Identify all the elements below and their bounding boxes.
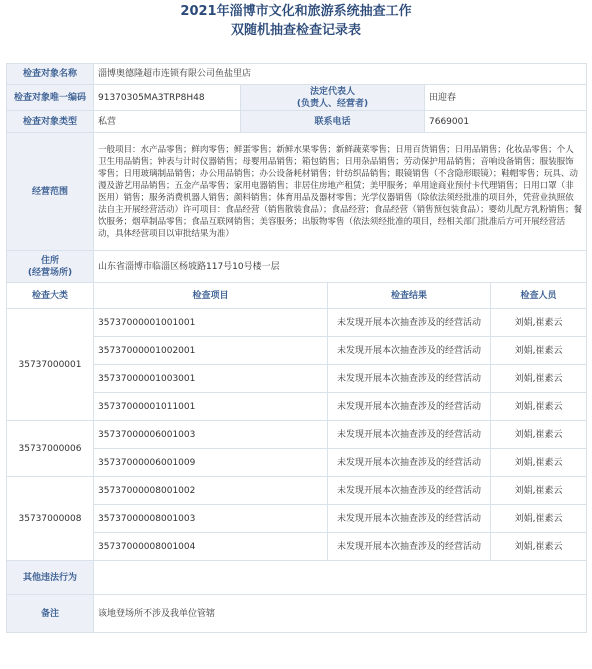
check-inspector: 刘娟,崔素云	[491, 365, 587, 393]
row-scope	[7, 133, 587, 251]
check-result: 未发现开展本次抽查涉及的经营活动	[328, 533, 491, 561]
check-inspector: 刘娟,崔素云	[491, 477, 587, 505]
check-inspector: 刘娟,崔素云	[491, 309, 587, 337]
check-result: 未发现开展本次抽查涉及的经营活动	[328, 309, 491, 337]
check-result: 未发现开展本次抽查涉及的经营活动	[328, 337, 491, 365]
header-category: 检查大类	[7, 283, 94, 309]
check-item: 35737000008001003	[94, 505, 328, 533]
check-category: 35737000001	[7, 309, 94, 421]
phone-label: 联系电话	[241, 111, 425, 133]
row-type	[7, 111, 587, 133]
header-result: 检查结果	[328, 283, 491, 309]
check-row	[7, 337, 587, 365]
check-item: 35737000008001002	[94, 477, 328, 505]
address-value: 山东省淄博市临淄区杨坡路117号10号楼一层	[94, 251, 587, 283]
check-inspector: 刘娟,崔素云	[491, 533, 587, 561]
remark-label: 备注	[7, 595, 94, 633]
uid-label: 检查对象唯一编码	[7, 85, 94, 111]
check-row	[7, 421, 587, 449]
check-row	[7, 477, 587, 505]
check-row	[7, 365, 587, 393]
check-item: 35737000001003001	[94, 365, 328, 393]
check-result: 未发现开展本次抽查涉及的经营活动	[328, 393, 491, 421]
check-item: 35737000006001003	[94, 421, 328, 449]
title-line-2: 双随机抽查检查记录表	[230, 23, 361, 38]
remark-value: 该地登场所不涉及我单位管辖	[94, 595, 587, 633]
row-uid	[7, 85, 587, 111]
check-item: 35737000001011001	[94, 393, 328, 421]
check-category: 35737000006	[7, 421, 94, 477]
check-row	[7, 309, 587, 337]
row-address	[7, 251, 587, 283]
header-inspector: 检查人员	[491, 283, 587, 309]
title-line-1: 2021年淄博市文化和旅游系统抽查工作	[180, 4, 412, 19]
scope-value: 一般项目：水产品零售；鲜肉零售；鲜蛋零售；新鲜水果零售；新鲜蔬菜零售；日用百货销售；日用品销售；化妆品零售；个人卫生用品销售；钟表与计时仪器销售；母婴用品销售；箱包销售；日用杂品销售；劳动保护用品销售；音响设备销售；服装服饰零售；日用玻璃制品销售；办公用品销售；办公设备耗材销售；针纺织品销售；眼镜销售（不含隐形眼镜）；鞋帽零售；玩具、动漫及游艺用品销售；五金产品零售；家用电器销售；非居住房地产租赁；美甲服务；单用途商业预付卡代理销售；日用口罩（非医用）销售；服务消费机器人销售；颜料销售；体育用品及器材零售；光学仪器销售（除依法须经批准的项目外，凭营业执照依法自主开展经营活动）许可项目：食品经营（销售散装食品）；食品经营；食品经营（销售预包装食品）；婴幼儿配方乳粉销售；餐饮服务；烟草制品零售；食品互联网销售；美容服务；出版物零售（依法须经批准的项目，经相关部门批准后方可开展经营活动，具体经营项目以审批结果为准）	[94, 133, 587, 251]
legal-rep-label-line2: (负责人、经营者)	[296, 98, 369, 109]
other-violations-label: 其他违法行为	[7, 561, 94, 595]
check-item: 35737000001002001	[94, 337, 328, 365]
address-label-line1: 住所	[40, 255, 59, 266]
legal-rep-value: 田迎春	[425, 85, 587, 111]
object-name-label: 检查对象名称	[7, 64, 94, 85]
check-inspector: 刘娟,崔素云	[491, 505, 587, 533]
check-item: 35737000008001004	[94, 533, 328, 561]
check-item: 35737000006001009	[94, 449, 328, 477]
phone-value: 7669001	[425, 111, 587, 133]
check-row	[7, 393, 587, 421]
check-item: 35737000001001001	[94, 309, 328, 337]
check-result: 未发现开展本次抽查涉及的经营活动	[328, 477, 491, 505]
check-inspector: 刘娟,崔素云	[491, 337, 587, 365]
row-object-name	[7, 64, 587, 85]
row-remark	[7, 595, 587, 633]
legal-rep-label-line1: 法定代表人	[309, 86, 355, 97]
legal-rep-label	[241, 85, 425, 111]
address-label	[7, 251, 94, 283]
check-inspector: 刘娟,崔素云	[491, 421, 587, 449]
page-title	[0, 0, 592, 40]
row-other-violations	[7, 561, 587, 595]
check-row	[7, 533, 587, 561]
other-violations-value	[94, 561, 587, 595]
object-type-value: 私营	[94, 111, 241, 133]
header-item: 检查项目	[94, 283, 328, 309]
uid-value: 91370305MA3TRP8H48	[94, 85, 241, 111]
check-result: 未发现开展本次抽查涉及的经营活动	[328, 365, 491, 393]
checks-header-row	[7, 283, 587, 309]
check-inspector: 刘娟,崔素云	[491, 449, 587, 477]
check-result: 未发现开展本次抽查涉及的经营活动	[328, 449, 491, 477]
object-name-value: 淄博奥德隆超市连锁有限公司鱼盐里店	[94, 64, 587, 85]
check-result: 未发现开展本次抽查涉及的经营活动	[328, 421, 491, 449]
check-row	[7, 505, 587, 533]
object-type-label: 检查对象类型	[7, 111, 94, 133]
inspection-record-table	[6, 63, 587, 633]
check-result: 未发现开展本次抽查涉及的经营活动	[328, 505, 491, 533]
check-inspector: 刘娟,崔素云	[491, 393, 587, 421]
check-row	[7, 449, 587, 477]
check-category: 35737000008	[7, 477, 94, 561]
scope-label: 经营范围	[7, 133, 94, 251]
address-label-line2: (经营场所)	[27, 267, 73, 278]
